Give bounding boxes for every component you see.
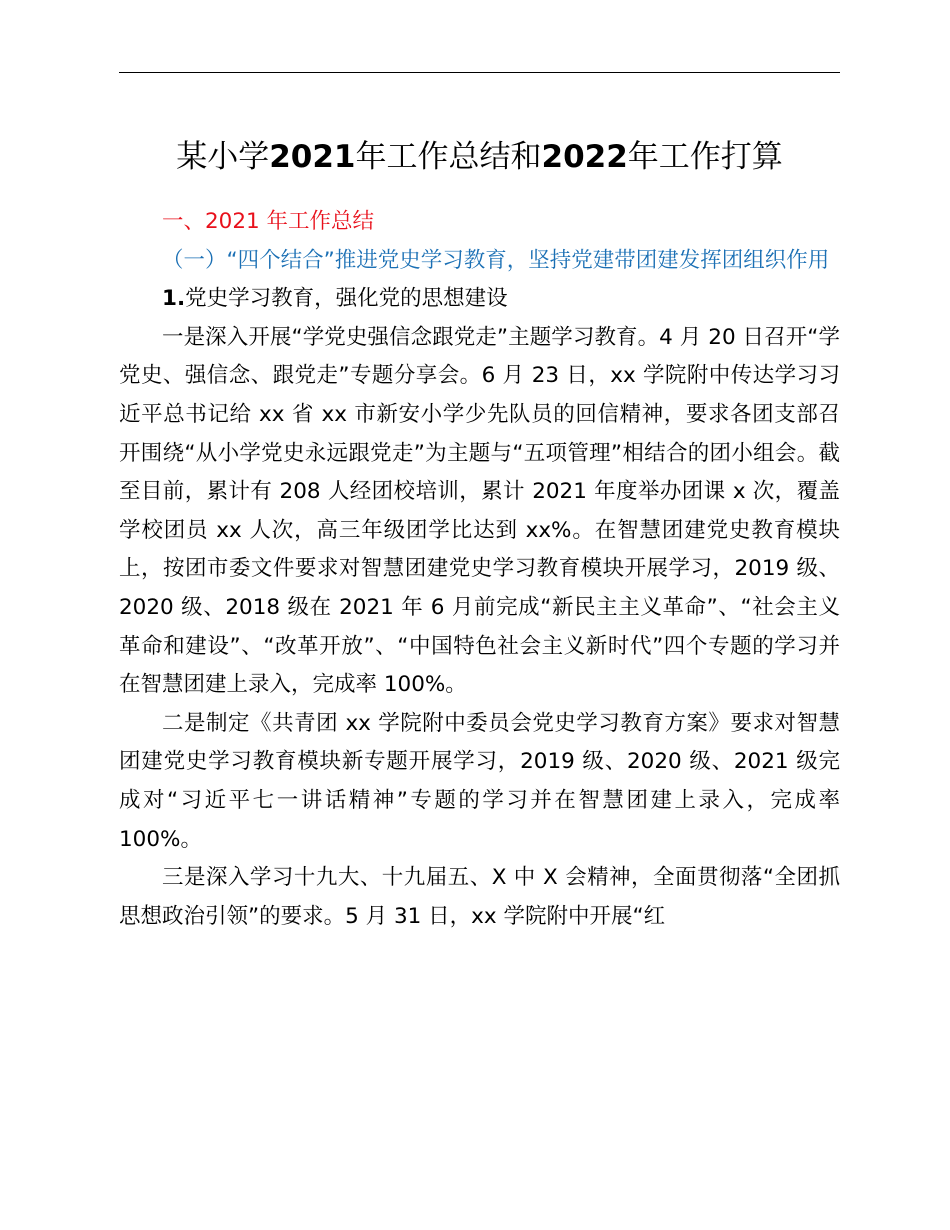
body-paragraph-1: 一是深入开展“学党史强信念跟党走”主题学习教育。4 月 20 日召开“学党史、强信念、跟党走”专题分享会。6 月 23 日，xx 学院附中传达学习习近平总书记给 xx 省 xx 市新安小学少先队员的回信精神，要求各团支部召开围绕“从小学党史永远跟党走”为主题与“五项管理”相结合的团小组会。截至目前，累计有 208 人经团校培训，累计 2021 年度举办团课 x 次，覆盖学校团员 xx 人次，高三年级团学比达到 xx%。在智慧团建党史教育模块上，按团市委文件要求对智慧团建党史学习教育模块开展学习，2019 级、2020 级、2018 级在 2021 年 6 月前完成“新民主主义革命”、“社会主义革命和建设”、“改革开放”、“中国特色社会主义新时代”四个专题的学习并在智慧团建上录入，完成率 100%。 [119,324,840,698]
title-part-1: 某小学 [176,139,270,175]
title-part-2: 年工作总结和 [355,139,542,175]
document-title [119,135,840,179]
header-rule [119,72,840,73]
body-paragraph-2: 二是制定《共青团 xx 学院附中委员会党史学习教育方案》要求对智慧团建党史学习教育模块新专题开展学习，2019 级、2020 级、2021 级完成对“习近平七一讲话精神”专题的学习并在智慧团建上录入，完成率 100%。 [119,710,840,852]
section-heading: 一、2021 年工作总结 [162,209,375,234]
title-part-3: 年工作打算 [627,139,783,175]
item-heading-number: 1. [162,286,186,312]
title-year-2: 2022 [541,139,628,175]
document-body [119,203,840,936]
item-heading-text: 党史学习教育，强化党的思想建设 [185,286,508,312]
title-year-1: 2021 [269,139,356,175]
subsection-heading: （一）“四个结合”推进党史学习教育，坚持党建带团建发挥团组织作用 [162,247,830,273]
item-heading [119,280,840,319]
body-paragraph-3: 三是深入学习十九大、十九届五、X 中 X 会精神，全面贯彻落“全团抓思想政治引领”的要求。5 月 31 日，xx 学院附中开展“红 [119,865,840,929]
